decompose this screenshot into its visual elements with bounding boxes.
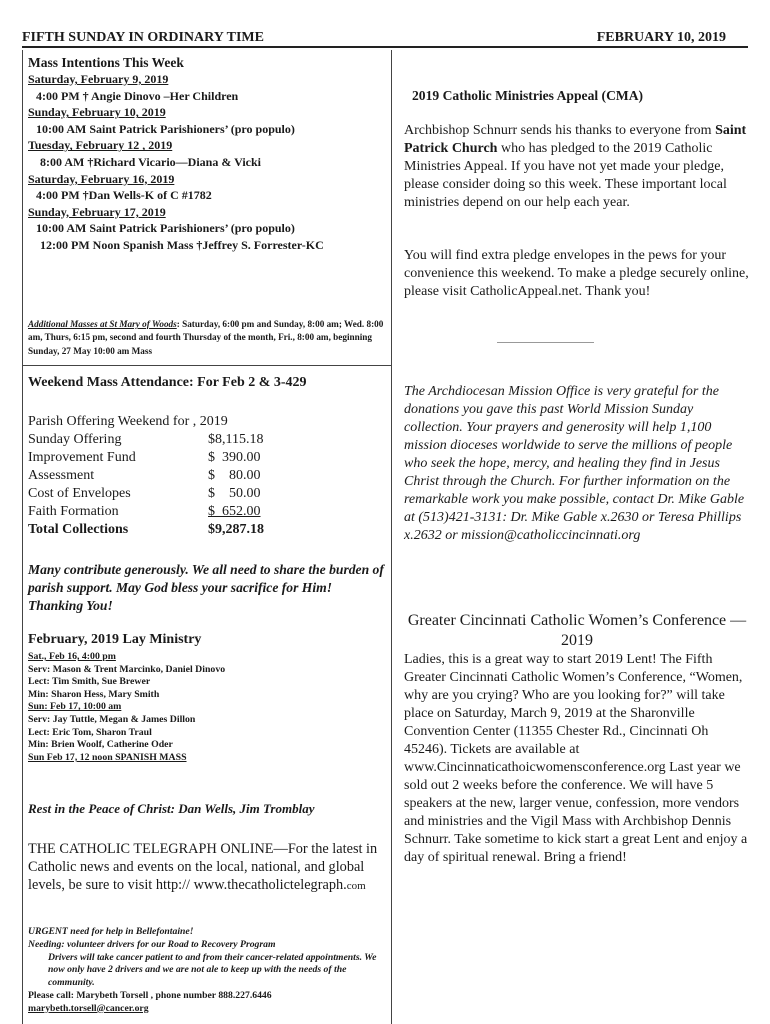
page-header xyxy=(22,30,748,48)
mass-intentions-title: Mass Intentions This Week xyxy=(28,55,184,70)
liturgical-day: FIFTH SUNDAY IN ORDINARY TIME xyxy=(22,30,264,45)
cma-text: Archbishop Schnurr sends his thanks to everyone from xyxy=(404,123,716,138)
intention-entry: 10:00 AM Saint Patrick Parishioners’ (pro populo) xyxy=(36,221,295,236)
intention-day: Saturday, February 9, 2019 xyxy=(28,72,169,86)
offering-label: Assessment xyxy=(28,468,95,483)
offering-label: Cost of Envelopes xyxy=(28,486,131,501)
urgent-call: Please call: Marybeth Torsell , phone number 888.227.6446 xyxy=(28,989,272,1001)
offering-row xyxy=(28,431,390,449)
cma-parish-name: Saint Patrick Church xyxy=(404,123,747,156)
section-divider xyxy=(497,342,594,343)
lay-ministry xyxy=(28,632,390,764)
intention-entry: 12:00 PM Noon Spanish Mass †Jeffrey S. Forrester-KC xyxy=(40,237,324,252)
left-column xyxy=(22,50,392,1024)
offering-value: $8,115.18 xyxy=(208,432,264,447)
cma-title: 2019 Catholic Ministries Appeal (CMA) xyxy=(412,88,644,103)
cma-paragraph xyxy=(404,122,750,212)
conference-title: Greater Cincinnati Catholic Women’s Conference —2019 xyxy=(407,612,747,649)
additional-masses xyxy=(28,318,390,358)
mass-intentions xyxy=(28,54,390,254)
telegraph-link-suffix: com xyxy=(346,880,366,892)
ministry-mass-heading: Sun: Feb 17, 10:00 am xyxy=(28,701,122,713)
bulletin-date: FEBRUARY 10, 2019 xyxy=(596,30,726,45)
urgent-title: URGENT need for help in Bellefontaine! xyxy=(28,926,194,937)
ministry-mass-heading: Sat., Feb 16, 4:00 pm xyxy=(28,651,116,662)
urgent-body: Drivers will take cancer patient to and from their cancer-related appointments. We now only have 2 drivers and we are not ale to keep up with the needs of the community. xyxy=(48,951,377,989)
intention-day: Sunday, February 17, 2019 xyxy=(28,204,166,219)
ministry-line: Min: Sharon Hess, Mary Smith xyxy=(28,688,160,700)
offering-value: $ 50.00 xyxy=(208,486,261,501)
parish-offering xyxy=(28,413,390,539)
lay-ministry-title: February, 2019 Lay Ministry xyxy=(28,632,202,647)
additional-masses-text: : Saturday, 6:00 pm and Sunday, 8:00 am; Wed. 8:00 am, Thurs, 6:15 pm, second and fourth Thursday of the month, Fri., 8:00 am, beginning Sunday, 27 May 10:00 am Mass xyxy=(28,319,384,356)
urgent-email-link[interactable]: marybeth.torsell@cancer.org xyxy=(28,1002,149,1014)
offering-row xyxy=(28,467,390,485)
conference-paragraph: Ladies, this is a great way to start 2019 Lent! The Fifth Greater Cincinnati Catholic Women’s Conference, “Women, why are you crying? Who are you looking for?” will take place on Saturday, March 9, 2019 at the Sharonville Convention Center (11355 Chester Rd., Cincinnati Oh 45246). Tickets are available at www.Cincinnaticathoicwomensconference.org Last year we sold out 2 weeks before the conference. We will have 5 speakers at the new, larger venue, confession, more vendors and ministries and the Vigil Mass with Archbishop Dennis Schnurr. Take sometime to kick start a great Lent and enjoy a day of spiritual renewal. Bring a friend! xyxy=(404,652,748,865)
offering-value: $ 390.00 xyxy=(208,450,261,465)
intention-day: Tuesday, February 12 , 2019 xyxy=(28,138,173,153)
offering-label: Faith Formation xyxy=(28,504,119,519)
ministry-mass-heading: Sun Feb 17, 12 noon SPANISH MASS xyxy=(28,751,187,763)
offering-total-row xyxy=(28,521,390,539)
ministry-line: Lect: Eric Tom, Sharon Traul xyxy=(28,726,152,738)
section-divider xyxy=(23,365,391,366)
offering-row xyxy=(28,503,390,521)
ministry-line: Min: Brien Woolf, Catherine Oder xyxy=(28,739,173,751)
ministry-line: Serv: Mason & Trent Marcinko, Daniel Dinovo xyxy=(28,663,226,675)
intention-entry: 4:00 PM † Angie Dinovo –Her Children xyxy=(36,88,239,103)
offering-title-row xyxy=(28,413,390,431)
offering-value: $ 652.00 xyxy=(208,504,261,519)
offering-value: $ 80.00 xyxy=(208,468,261,483)
additional-masses-label: Additional Masses at St Mary of Woods xyxy=(28,319,177,329)
intention-day: Saturday, February 16, 2019 xyxy=(28,171,175,186)
offering-label: Sunday Offering xyxy=(28,432,122,447)
catholic-telegraph xyxy=(28,840,390,895)
urgent-need: Needing: volunteer drivers for our Road to Recovery Program xyxy=(28,938,276,950)
offering-total-value: $9,287.18 xyxy=(208,522,264,537)
intention-entry: 4:00 PM †Dan Wells-K of C #1782 xyxy=(36,188,212,203)
intention-day: Sunday, February 10, 2019 xyxy=(28,105,166,120)
support-plea: Many contribute generously. We all need to share the burden of parish support. May God bless your sacrifice for Him! Thanking You! xyxy=(28,562,384,613)
cma-text: who has pledged to the 2019 Catholic Ministries Appeal. If you have not yet made your pledge, please consider doing so this week. These important local ministries depend on our help each year. xyxy=(404,141,727,210)
urgent-notice xyxy=(28,926,390,1016)
intention-entry: 8:00 AM †Richard Vicario—Diana & Vicki xyxy=(40,154,261,169)
cma-pledge-paragraph: You will find extra pledge envelopes in the pews for your convenience this weekend. To make a pledge securely online, please visit CatholicAppeal.net. Thank you! xyxy=(404,248,749,299)
offering-label: Improvement Fund xyxy=(28,450,136,465)
offering-row xyxy=(28,449,390,467)
offering-row xyxy=(28,485,390,503)
offering-total-label: Total Collections xyxy=(28,522,129,537)
mission-office-paragraph: The Archdiocesan Mission Office is very grateful for the donations you gave this past World Mission Sunday collection. Your prayers and generosity will help 1,100 mission dioceses worldwide to serve the millions of people who seek the hope, mercy, and healing they find in Jesus Christ through the Church. For further information on the remarkable work you make possible, contact Dr. Mike Gable at (513)421-3131: Dr. Mike Gable x.2630 or Teresa Phillips x.2632 or mission@catholiccincinnati.org xyxy=(404,384,745,543)
intention-entry: 10:00 AM Saint Patrick Parishioners’ (pro populo) xyxy=(36,121,295,136)
rest-in-peace: Rest in the Peace of Christ: Dan Wells, Jim Tromblay xyxy=(28,801,315,816)
telegraph-text: THE CATHOLIC TELEGRAPH ONLINE—For the latest in Catholic news and events on the local, national, and global levels, be sure to visit http:// www.thecatholictelegraph. xyxy=(28,841,378,893)
ministry-line: Lect: Tim Smith, Sue Brewer xyxy=(28,676,151,688)
mass-attendance: Weekend Mass Attendance: For Feb 2 & 3-429 xyxy=(28,375,307,390)
ministry-line: Serv: Jay Tuttle, Megan & James Dillon xyxy=(28,713,196,725)
offering-title: Parish Offering Weekend for , 2019 xyxy=(28,414,228,429)
